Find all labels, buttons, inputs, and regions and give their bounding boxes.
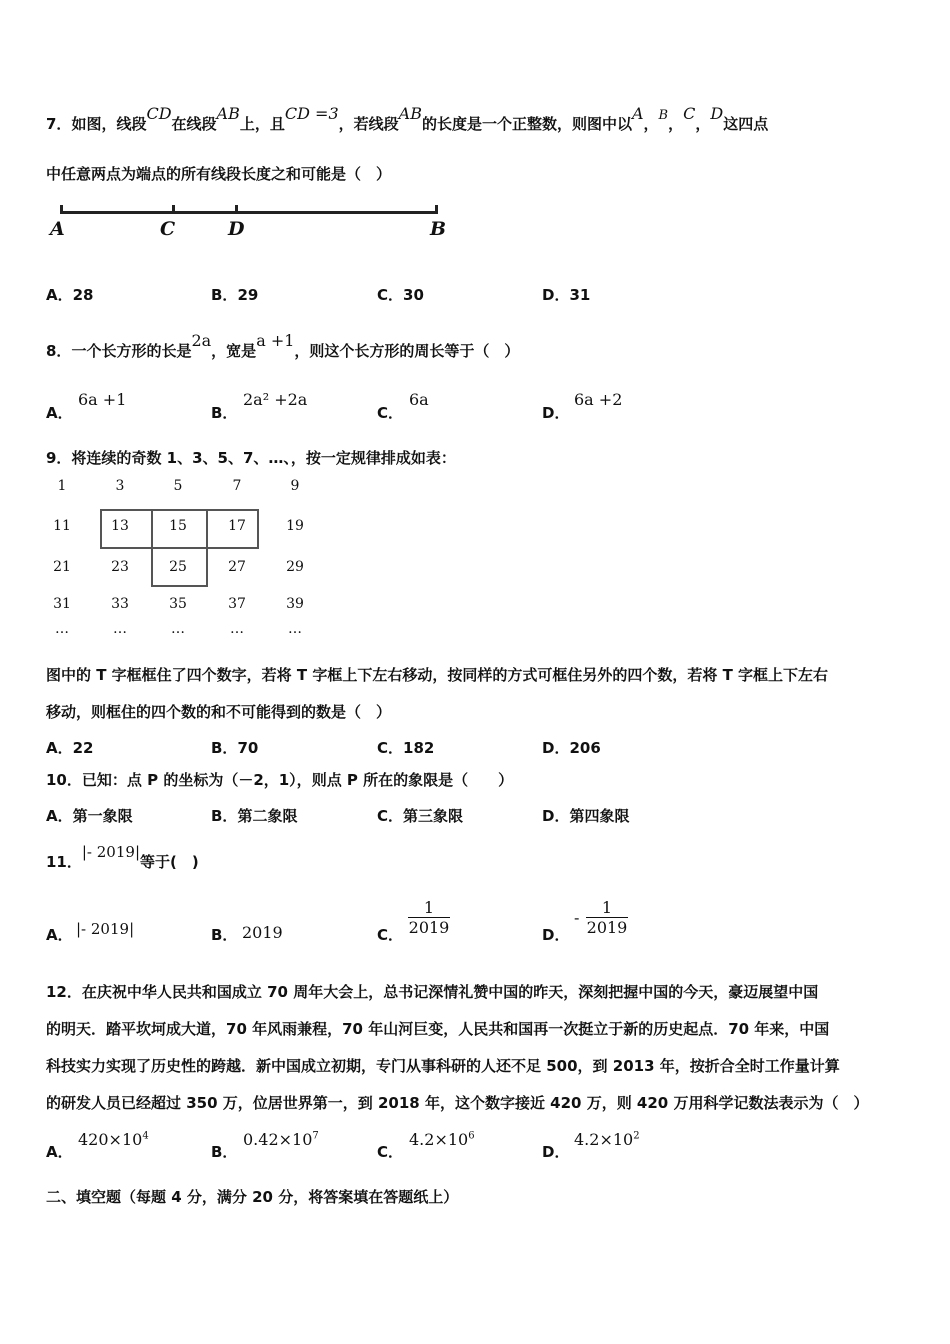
q8-option-b-value: 2a² +2a — [243, 390, 308, 409]
grid-cell: 19 — [286, 518, 304, 534]
grid-cell: 23 — [111, 559, 129, 575]
q8-number: 8． — [46, 342, 72, 360]
q10-option-c[interactable] — [377, 805, 463, 826]
option-value: 22 — [72, 739, 94, 757]
t-frame-top — [100, 509, 259, 549]
q12-line3: 科技实力实现了历史性的跨越．新中国成立初期，专门从事科研的人还不足 500，到 2013 年，按折合全时工作量计算 — [46, 1057, 840, 1075]
q7-math-cd: CD — [146, 104, 172, 123]
q7-option-a[interactable] — [46, 284, 93, 305]
q11-option-d-fraction — [586, 898, 628, 937]
q10-option-d[interactable] — [542, 805, 629, 826]
fraction-denominator: 2019 — [586, 918, 628, 937]
option-label: D． — [542, 807, 570, 825]
grid-cell: 11 — [53, 518, 71, 534]
q8-option-c-value: 6a — [409, 390, 429, 409]
fraction-numerator: 1 — [601, 898, 613, 917]
q11-option-c-fraction — [408, 898, 450, 937]
q12-option-d[interactable]: D． — [542, 1143, 570, 1161]
q7-line1: 7．如图，线段CD在线段AB上，且CD =3，若线段AB的长度是一个正整数，则图中以A，B，C，D这四点 — [46, 104, 769, 133]
grid-cell: 15 — [169, 518, 187, 534]
q9-option-d[interactable] — [542, 737, 601, 758]
tick-d — [235, 205, 238, 214]
option-label: B． — [211, 286, 238, 304]
sci-base: 420×10 — [78, 1130, 143, 1149]
option-value: 第三象限 — [403, 807, 464, 825]
t-frame-div1 — [151, 509, 153, 549]
tick-a — [60, 205, 63, 214]
grid-cell: … — [230, 621, 244, 637]
q7-point-a: A — [631, 104, 644, 123]
q9-option-b[interactable] — [211, 737, 258, 758]
q8-option-a[interactable]: A． — [46, 404, 73, 422]
q8-math-a1: a +1 — [256, 331, 295, 350]
sci-base: 4.2×10 — [409, 1130, 469, 1149]
sci-base: 0.42×10 — [243, 1130, 313, 1149]
grid-cell: 1 — [57, 478, 67, 494]
section-heading: 二、填空题（每题 4 分，满分 20 分，将答案填在答题纸上） — [46, 1188, 459, 1206]
q8-option-b[interactable]: B． — [211, 404, 238, 422]
option-label: B． — [211, 739, 238, 757]
q10-option-b[interactable] — [211, 805, 297, 826]
q11-text: 等于( ) — [140, 853, 199, 871]
q12-option-c-value — [409, 1130, 475, 1149]
q8-option-d-value: 6a +2 — [574, 390, 623, 409]
grid-cell: 33 — [111, 596, 129, 612]
grid-cell: … — [113, 621, 127, 637]
q9-option-c[interactable] — [377, 737, 434, 758]
option-label: A． — [46, 286, 73, 304]
q8-line — [46, 331, 520, 361]
segment-figure — [50, 198, 450, 243]
grid-cell: … — [288, 621, 302, 637]
grid-cell: 21 — [53, 559, 71, 575]
grid-cell: 3 — [115, 478, 125, 494]
grid-cell: 35 — [169, 596, 187, 612]
q11-line — [46, 843, 199, 872]
option-label: A． — [46, 807, 73, 825]
grid-cell: 17 — [228, 518, 246, 534]
q9-desc-line1: 图中的 T 字框框住了四个数字，若将 T 字框上下左右移动，按同样的方式可框住另外的四个数，若将 T 字框上下左右 — [46, 666, 829, 684]
sci-exponent: 2 — [633, 1130, 640, 1142]
sci-exponent: 6 — [468, 1130, 475, 1142]
grid-cell: … — [55, 621, 69, 637]
q7-point-d: D — [710, 104, 724, 123]
q11-number: 11． — [46, 853, 82, 871]
q12-line4: 的研发人员已经超过 350 万，位居世界第一，到 2018 年，这个数字接近 420 万，则 420 万用科学记数法表示为（ ） — [46, 1094, 869, 1112]
q8-option-d[interactable]: D． — [542, 404, 570, 422]
q10-option-a[interactable] — [46, 805, 133, 826]
option-value: 30 — [403, 286, 424, 304]
sci-base: 4.2×10 — [574, 1130, 634, 1149]
q11-option-c[interactable]: C． — [377, 926, 404, 944]
q9-desc-line2: 移动，则框住的四个数的和不可能得到的数是（ ） — [46, 703, 392, 721]
q7-option-d[interactable] — [542, 284, 590, 305]
label-c: C — [160, 218, 176, 240]
q7-point-c: C — [683, 104, 696, 123]
q7-text: 的长度是一个正整数，则图中以 — [421, 115, 632, 133]
grid-cell: 31 — [53, 596, 71, 612]
q7-point-b: B — [658, 108, 669, 123]
q12-option-c[interactable]: C． — [377, 1143, 404, 1161]
q12-option-a-value — [78, 1130, 149, 1149]
q11-expr: |- 2019| — [81, 843, 140, 861]
option-value: 31 — [569, 286, 591, 304]
q7-math-ab2: AB — [398, 104, 422, 123]
q7-math-cd3: CD =3 — [284, 104, 339, 123]
q8-option-a-value: 6a +1 — [78, 390, 127, 409]
q11-option-a-value: |- 2019| — [76, 920, 135, 938]
option-label: D． — [542, 286, 570, 304]
q12-option-d-value — [574, 1130, 640, 1149]
q11-option-b[interactable]: B． — [211, 926, 238, 944]
label-a: A — [50, 218, 65, 240]
option-label: D． — [542, 739, 570, 757]
q11-option-b-value: 2019 — [242, 923, 283, 942]
q7-option-c[interactable] — [377, 284, 424, 305]
grid-cell: … — [171, 621, 185, 637]
label-d: D — [228, 218, 245, 240]
q8-text: ，宽是 — [211, 342, 257, 360]
q8-text: ，则这个长方形的周长等于（ ） — [294, 342, 520, 360]
option-label: B． — [211, 807, 238, 825]
t-frame-stem — [151, 547, 208, 587]
q11-option-a[interactable]: A． — [46, 926, 73, 944]
option-value: 29 — [237, 286, 259, 304]
t-frame-div2 — [206, 509, 208, 549]
q7-text: 这四点 — [723, 115, 769, 133]
option-label: C． — [377, 286, 404, 304]
q12-line2: 的明天．踏平坎坷成大道，70 年风雨兼程，70 年山河巨变，人民共和国再一次挺立于新的历史起点．70 年来，中国 — [46, 1020, 830, 1038]
option-value: 第二象限 — [237, 807, 298, 825]
q7-line2: 中任意两点为端点的所有线段长度之和可能是（ ） — [46, 165, 392, 183]
option-label: A． — [46, 739, 73, 757]
grid-cell: 5 — [173, 478, 183, 494]
grid-cell: 13 — [111, 518, 129, 534]
grid-cell: 9 — [290, 478, 300, 494]
q7-number: 7． — [46, 115, 72, 133]
q12-option-a[interactable]: A． — [46, 1143, 73, 1161]
segment-line — [60, 211, 438, 214]
tick-b — [435, 205, 438, 214]
grid-cell: 29 — [286, 559, 304, 575]
grid-cell: 27 — [228, 559, 246, 575]
fraction-numerator: 1 — [423, 898, 435, 917]
q8-text: 一个长方形的长是 — [71, 342, 192, 360]
q7-option-b[interactable] — [211, 284, 258, 305]
q7-text: ，若线段 — [338, 115, 399, 133]
q9-stem: 9．将连续的奇数 1、3、5、7、…、，按一定规律排成如表： — [46, 449, 456, 467]
q7-text: 上，且 — [239, 115, 285, 133]
sci-exponent: 7 — [312, 1130, 319, 1142]
option-value: 206 — [569, 739, 601, 757]
q9-option-a[interactable] — [46, 737, 93, 758]
q12-option-b[interactable]: B． — [211, 1143, 238, 1161]
q12-line1: 12．在庆祝中华人民共和国成立 70 周年大会上，总书记深情礼赞中国的昨天，深刻把握中国的今天，豪迈展望中国 — [46, 983, 819, 1001]
q12-option-b-value — [243, 1130, 319, 1149]
sci-exponent: 4 — [142, 1130, 149, 1142]
option-value: 182 — [403, 739, 435, 757]
q7-math-ab: AB — [216, 104, 240, 123]
grid-cell: 39 — [286, 596, 304, 612]
q10-stem: 10．已知：点 P 的坐标为（－2，1），则点 P 所在的象限是（ ） — [46, 771, 514, 789]
grid-cell: 25 — [169, 559, 187, 575]
q8-math-2a: 2a — [191, 331, 212, 350]
option-value: 第一象限 — [72, 807, 133, 825]
label-b: B — [430, 218, 447, 240]
grid-cell: 37 — [228, 596, 246, 612]
fraction-denominator: 2019 — [408, 918, 450, 937]
option-label: C． — [377, 807, 404, 825]
tick-c — [172, 205, 175, 214]
option-value: 第四象限 — [569, 807, 630, 825]
q7-text: 如图，线段 — [71, 115, 147, 133]
q8-option-c[interactable]: C． — [377, 404, 404, 422]
q7-text: 在线段 — [171, 115, 217, 133]
q11-option-d[interactable]: D． — [542, 926, 570, 944]
option-value: 28 — [72, 286, 94, 304]
grid-cell: 7 — [232, 478, 242, 494]
option-label: C． — [377, 739, 404, 757]
option-value: 70 — [237, 739, 259, 757]
q11-option-d-sign: - — [574, 908, 580, 927]
